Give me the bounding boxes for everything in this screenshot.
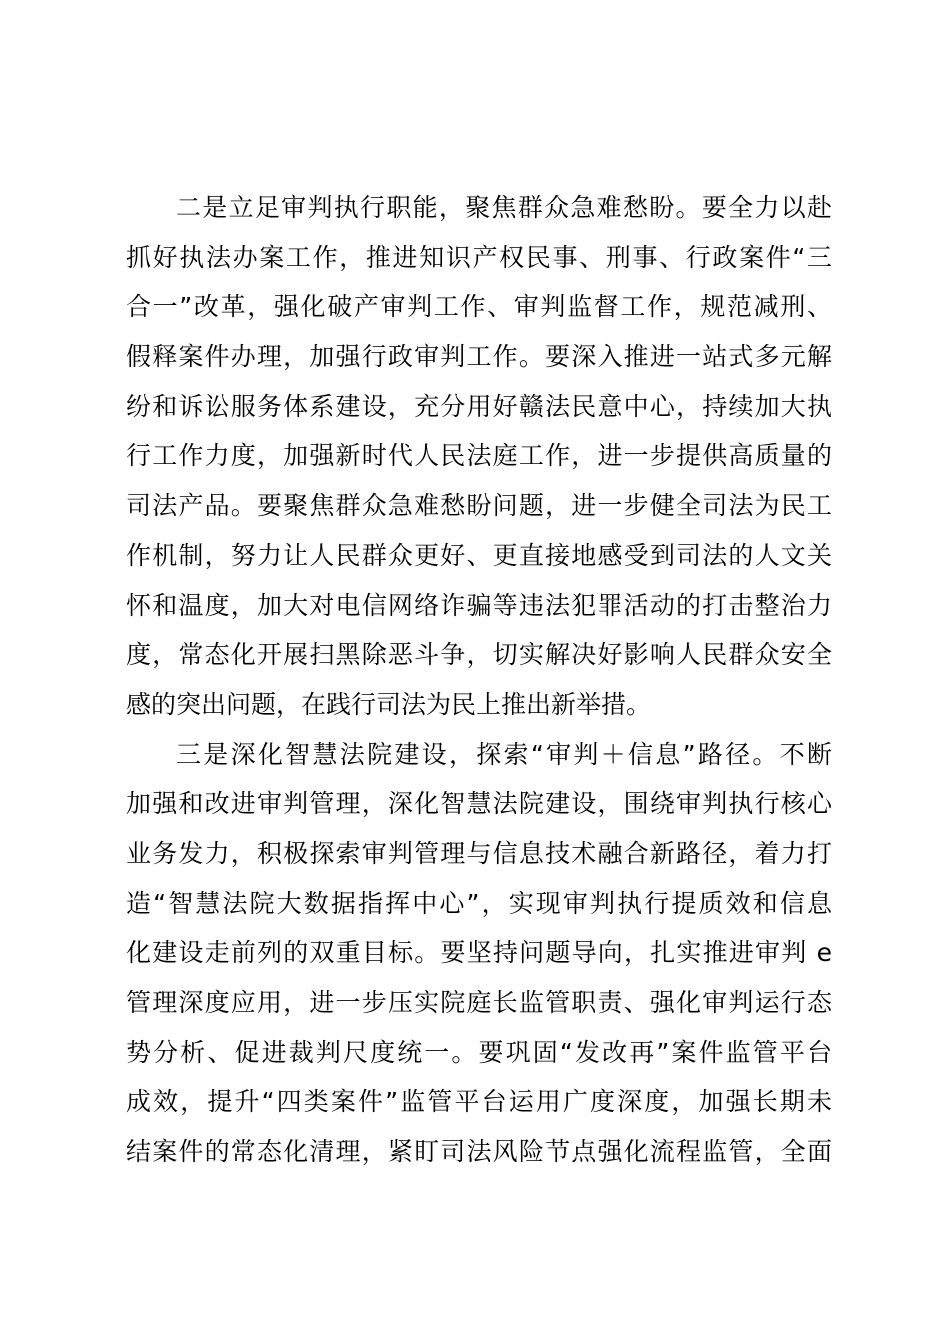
text-line: 度，常态化开展扫黑除恶斗争，切实解决好影响人民群众安全	[126, 640, 832, 670]
text-line: 作机制，努力让人民群众更好、更直接地感受到司法的人文关	[126, 540, 832, 570]
text-line: 结案件的常态化清理，紧盯司法风险节点强化流程监管，全面	[126, 1137, 832, 1167]
text-line: 行工作力度，加强新时代人民法庭工作，进一步提供高质量的	[126, 441, 832, 471]
paragraph-smart-court	[126, 730, 832, 1177]
text-line: 化建设走前列的双重目标。要坚持问题导向，扎实推进审判 e	[126, 938, 832, 968]
text-line: 三是深化智慧法院建设，探索“审判＋信息”路径。不断	[176, 739, 832, 769]
paragraph-judicial-execution	[126, 183, 832, 730]
text-line: 加强和改进审判管理，深化智慧法院建设，围绕审判执行核心	[126, 789, 832, 819]
text-line: 管理深度应用，进一步压实院庭长监管职责、强化审判运行态	[126, 988, 832, 1017]
text-line: 业务发力，积极探索审判管理与信息技术融合新路径，着力打	[126, 838, 832, 868]
text-line: 造“智慧法院大数据指挥中心”，实现审判执行提质效和信息	[126, 888, 832, 918]
text-line: 势分析、促进裁判尺度统一。要巩固“发改再”案件监管平台	[126, 1037, 832, 1067]
text-line: 感的突出问题，在践行司法为民上推出新举措。	[126, 689, 652, 719]
text-line: 合一”改革，强化破产审判工作、审判监督工作，规范减刑、	[126, 292, 832, 322]
text-line: 成效，提升“四类案件”监管平台运用广度深度，加强长期未	[126, 1087, 832, 1117]
text-line: 抓好执法办案工作，推进知识产权民事、刑事、行政案件“三	[126, 242, 832, 272]
text-line: 二是立足审判执行职能，聚焦群众急难愁盼。要全力以赴	[176, 193, 832, 222]
text-line: 假释案件办理，加强行政审判工作。要深入推进一站式多元解	[126, 342, 832, 372]
text-line: 怀和温度，加大对电信网络诈骗等违法犯罪活动的打击整治力	[126, 590, 832, 620]
text-line: 纷和诉讼服务体系建设，充分用好赣法民意中心，持续加大执	[126, 391, 832, 421]
body-text	[126, 183, 832, 1177]
text-line: 司法产品。要聚焦群众急难愁盼问题，进一步健全司法为民工	[126, 491, 832, 521]
